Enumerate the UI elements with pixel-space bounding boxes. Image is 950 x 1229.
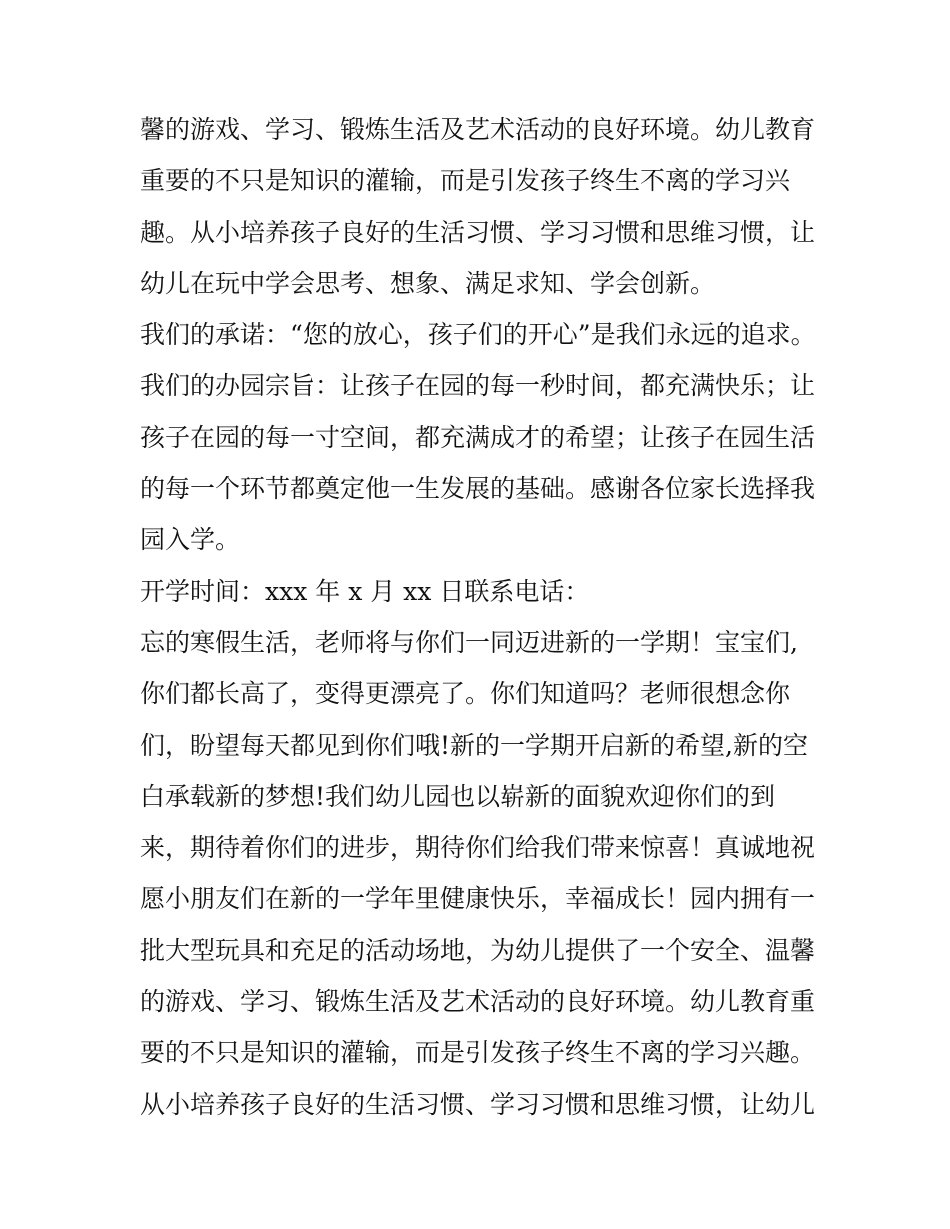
- text-line: 忘的寒假生活，老师将与你们一同迈进新的一学期！宝宝们,: [140, 627, 798, 657]
- text-line: 要的不只是知识的灌输，而是引发孩子终生不离的学习兴趣。: [140, 1038, 816, 1068]
- text-line: 馨的游戏、学习、锻炼生活及艺术活动的良好环境。幼儿教育: [140, 115, 816, 144]
- text-line: 我们的承诺：“您的放心，孩子们的开心”是我们永远的追求。: [140, 320, 816, 350]
- text-line: 我们的办园宗旨：让孩子在园的每一秒时间，都充满快乐；让: [140, 371, 816, 401]
- text-line: 白承载新的梦想!我们幼儿园也以崭新的面貌欢迎你们的到: [140, 781, 776, 811]
- document-body: [140, 104, 820, 1130]
- text-line: 批大型玩具和充足的活动场地，为幼儿提供了一个安全、温馨: [140, 935, 816, 965]
- text-line: 从小培养孩子良好的生活习惯、学习习惯和思维习惯，让幼儿: [140, 1089, 816, 1119]
- text-line: 们，盼望每天都见到你们哦!新的一学期开启新的希望,新的空: [140, 730, 808, 760]
- text-line: 幼儿在玩中学会思考、想象、满足求知、学会创新。: [140, 268, 716, 298]
- text-line: 你们都长高了，变得更漂亮了。你们知道吗？老师很想念你: [140, 679, 791, 709]
- text-line: 的游戏、学习、锻炼生活及艺术活动的良好环境。幼儿教育重: [140, 987, 816, 1017]
- text-line: 愿小朋友们在新的一学年里健康快乐，幸福成长！园内拥有一: [140, 884, 816, 914]
- text-line: 趣。从小培养孩子良好的生活习惯、学习习惯和思维习惯，让: [140, 217, 816, 247]
- text-line: 开学时间：xxx 年 x 月 xx 日联系电话：: [140, 576, 590, 606]
- text-line: 的每一个环节都奠定他一生发展的基础。感谢各位家长选择我: [140, 474, 816, 504]
- text-line: 孩子在园的每一寸空间，都充满成才的希望；让孩子在园生活: [140, 422, 816, 452]
- text-line: 重要的不只是知识的灌输，而是引发孩子终生不离的学习兴: [140, 166, 791, 196]
- text-line: 园入学。: [140, 525, 241, 555]
- text-line: 来，期待着你们的进步，期待你们给我们带来惊喜！真诚地祝: [140, 833, 816, 863]
